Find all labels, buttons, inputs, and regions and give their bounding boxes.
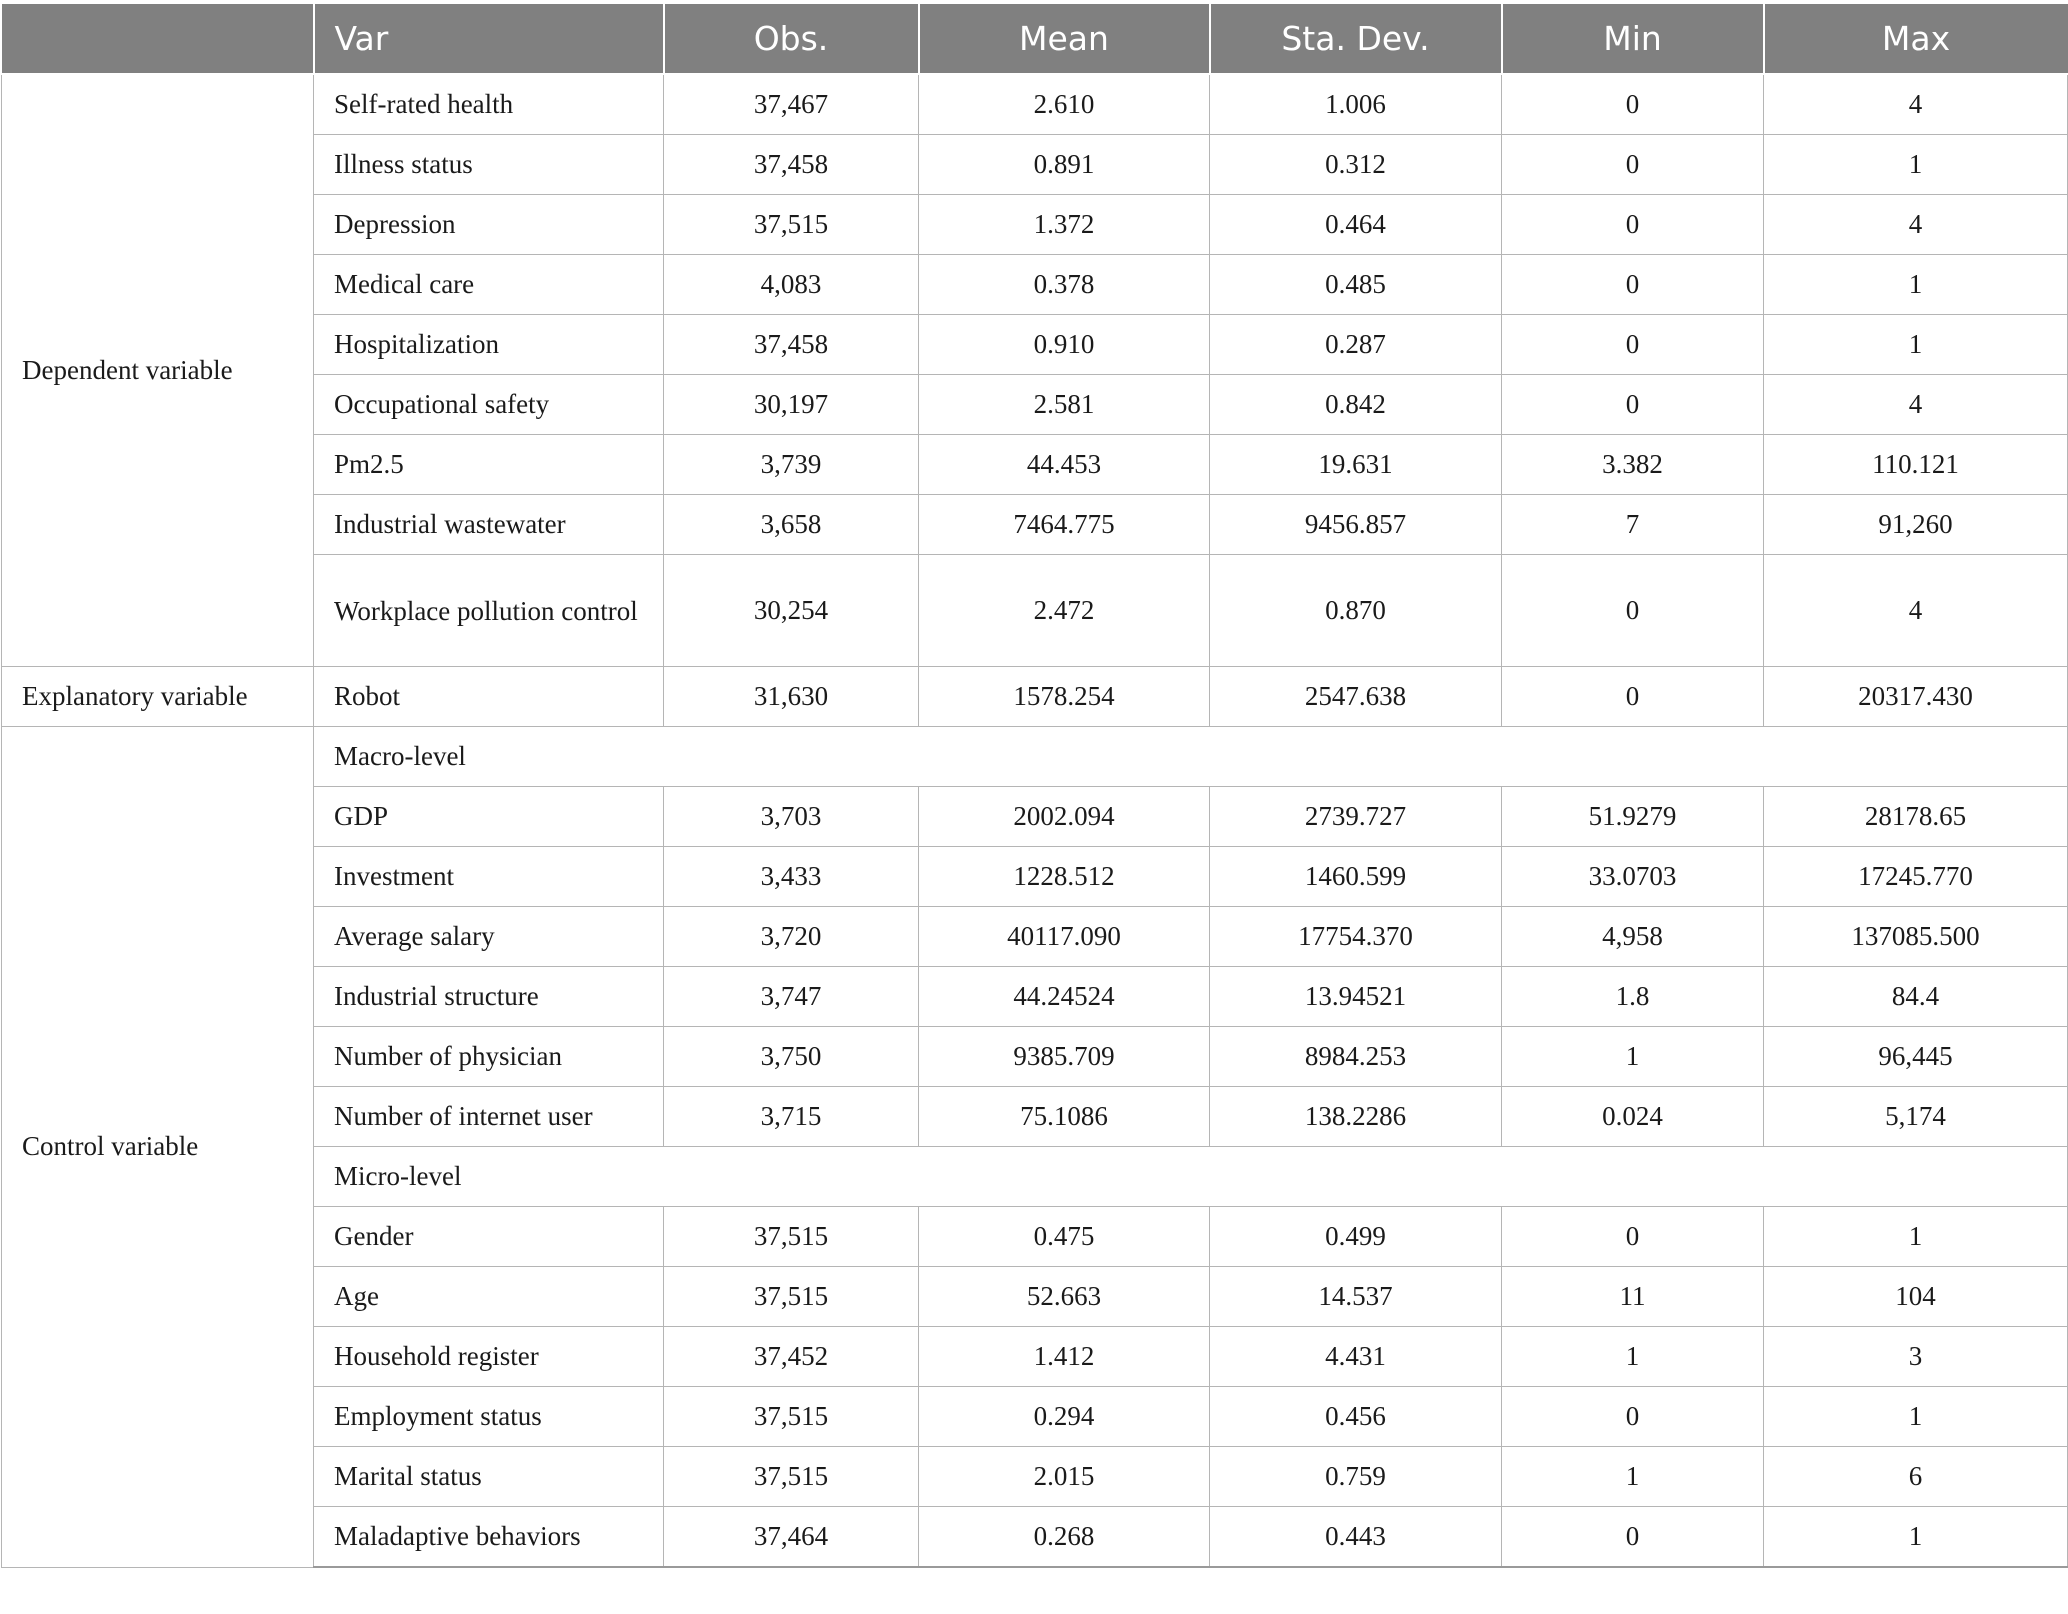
var-name: Household register: [314, 1327, 664, 1387]
subheader-micro-level: Micro-level: [314, 1147, 2068, 1207]
header-max: Max: [1764, 4, 2068, 74]
max-value: 91,260: [1764, 495, 2068, 555]
min-value: 0: [1502, 1507, 1764, 1568]
max-value: 96,445: [1764, 1027, 2068, 1087]
subheader-macro-level: Macro-level: [314, 727, 2068, 787]
var-name: Investment: [314, 847, 664, 907]
obs-value: 37,515: [664, 1207, 919, 1267]
mean-value: 1228.512: [919, 847, 1210, 907]
var-name: Marital status: [314, 1447, 664, 1507]
min-value: 0: [1502, 315, 1764, 375]
sd-value: 9456.857: [1210, 495, 1502, 555]
mean-value: 2.581: [919, 375, 1210, 435]
obs-value: 3,433: [664, 847, 919, 907]
obs-value: 3,750: [664, 1027, 919, 1087]
mean-value: 1.372: [919, 195, 1210, 255]
descriptive-statistics-table: [1, 4, 2068, 1568]
sd-value: 14.537: [1210, 1267, 1502, 1327]
mean-value: 1.412: [919, 1327, 1210, 1387]
var-name: Occupational safety: [314, 375, 664, 435]
obs-value: 37,515: [664, 1387, 919, 1447]
min-value: 0.024: [1502, 1087, 1764, 1147]
min-value: 1.8: [1502, 967, 1764, 1027]
min-value: 7: [1502, 495, 1764, 555]
var-name: Industrial structure: [314, 967, 664, 1027]
min-value: 1: [1502, 1447, 1764, 1507]
mean-value: 0.891: [919, 135, 1210, 195]
sd-value: 0.499: [1210, 1207, 1502, 1267]
sd-value: 0.842: [1210, 375, 1502, 435]
table-row: [2, 667, 2068, 727]
min-value: 1: [1502, 1327, 1764, 1387]
sd-value: 0.287: [1210, 315, 1502, 375]
min-value: 0: [1502, 1207, 1764, 1267]
max-value: 5,174: [1764, 1087, 2068, 1147]
header-var: Var: [314, 4, 664, 74]
obs-value: 3,703: [664, 787, 919, 847]
var-name: Robot: [314, 667, 664, 727]
max-value: 84.4: [1764, 967, 2068, 1027]
group-label-explanatory: Explanatory variable: [2, 667, 314, 727]
max-value: 4: [1764, 74, 2068, 135]
mean-value: 75.1086: [919, 1087, 1210, 1147]
min-value: 51.9279: [1502, 787, 1764, 847]
var-name: Gender: [314, 1207, 664, 1267]
max-value: 104: [1764, 1267, 2068, 1327]
obs-value: 37,458: [664, 315, 919, 375]
max-value: 20317.430: [1764, 667, 2068, 727]
table-body: [2, 74, 2068, 1567]
table-row: [2, 74, 2068, 135]
mean-value: 0.475: [919, 1207, 1210, 1267]
max-value: 1: [1764, 255, 2068, 315]
header-obs: Obs.: [664, 4, 919, 74]
min-value: 33.0703: [1502, 847, 1764, 907]
var-name: Hospitalization: [314, 315, 664, 375]
obs-value: 3,715: [664, 1087, 919, 1147]
max-value: 3: [1764, 1327, 2068, 1387]
obs-value: 37,467: [664, 74, 919, 135]
mean-value: 2.015: [919, 1447, 1210, 1507]
sd-value: 13.94521: [1210, 967, 1502, 1027]
table-header: [2, 4, 2068, 74]
max-value: 4: [1764, 375, 2068, 435]
header-row: [2, 4, 2068, 74]
table-row: [2, 727, 2068, 787]
var-name: Pm2.5: [314, 435, 664, 495]
obs-value: 3,747: [664, 967, 919, 1027]
obs-value: 37,458: [664, 135, 919, 195]
obs-value: 31,630: [664, 667, 919, 727]
obs-value: 30,254: [664, 555, 919, 667]
sd-value: 1.006: [1210, 74, 1502, 135]
sd-value: 0.485: [1210, 255, 1502, 315]
sd-value: 1460.599: [1210, 847, 1502, 907]
min-value: 0: [1502, 667, 1764, 727]
sd-value: 2547.638: [1210, 667, 1502, 727]
header-group-column: [2, 4, 314, 74]
obs-value: 3,739: [664, 435, 919, 495]
obs-value: 3,658: [664, 495, 919, 555]
var-name: Number of physician: [314, 1027, 664, 1087]
obs-value: 37,515: [664, 1267, 919, 1327]
mean-value: 7464.775: [919, 495, 1210, 555]
sd-value: 138.2286: [1210, 1087, 1502, 1147]
var-name: Illness status: [314, 135, 664, 195]
min-value: 0: [1502, 1387, 1764, 1447]
mean-value: 40117.090: [919, 907, 1210, 967]
var-name: Industrial wastewater: [314, 495, 664, 555]
min-value: 0: [1502, 74, 1764, 135]
var-name: Workplace pollution control: [314, 555, 664, 667]
mean-value: 2.472: [919, 555, 1210, 667]
min-value: 11: [1502, 1267, 1764, 1327]
max-value: 1: [1764, 135, 2068, 195]
obs-value: 37,464: [664, 1507, 919, 1568]
var-name: Average salary: [314, 907, 664, 967]
mean-value: 2002.094: [919, 787, 1210, 847]
obs-value: 37,515: [664, 195, 919, 255]
min-value: 0: [1502, 195, 1764, 255]
var-name: Maladaptive behaviors: [314, 1507, 664, 1568]
var-name: Medical care: [314, 255, 664, 315]
mean-value: 52.663: [919, 1267, 1210, 1327]
max-value: 28178.65: [1764, 787, 2068, 847]
max-value: 1: [1764, 315, 2068, 375]
var-name: GDP: [314, 787, 664, 847]
mean-value: 0.378: [919, 255, 1210, 315]
obs-value: 3,720: [664, 907, 919, 967]
sd-value: 0.464: [1210, 195, 1502, 255]
group-label-dependent: Dependent variable: [2, 74, 314, 667]
max-value: 137085.500: [1764, 907, 2068, 967]
sd-value: 0.759: [1210, 1447, 1502, 1507]
mean-value: 0.294: [919, 1387, 1210, 1447]
header-std-dev: Sta. Dev.: [1210, 4, 1502, 74]
max-value: 4: [1764, 195, 2068, 255]
sd-value: 0.312: [1210, 135, 1502, 195]
max-value: 1: [1764, 1207, 2068, 1267]
obs-value: 37,452: [664, 1327, 919, 1387]
obs-value: 30,197: [664, 375, 919, 435]
min-value: 0: [1502, 255, 1764, 315]
sd-value: 19.631: [1210, 435, 1502, 495]
min-value: 0: [1502, 375, 1764, 435]
sd-value: 0.870: [1210, 555, 1502, 667]
var-name: Number of internet user: [314, 1087, 664, 1147]
var-name: Depression: [314, 195, 664, 255]
max-value: 17245.770: [1764, 847, 2068, 907]
max-value: 4: [1764, 555, 2068, 667]
mean-value: 0.268: [919, 1507, 1210, 1568]
mean-value: 2.610: [919, 74, 1210, 135]
mean-value: 0.910: [919, 315, 1210, 375]
group-label-control: Control variable: [2, 727, 314, 1568]
sd-value: 17754.370: [1210, 907, 1502, 967]
header-mean: Mean: [919, 4, 1210, 74]
max-value: 1: [1764, 1507, 2068, 1568]
min-value: 0: [1502, 135, 1764, 195]
sd-value: 0.456: [1210, 1387, 1502, 1447]
sd-value: 8984.253: [1210, 1027, 1502, 1087]
var-name: Employment status: [314, 1387, 664, 1447]
mean-value: 44.453: [919, 435, 1210, 495]
min-value: 4,958: [1502, 907, 1764, 967]
max-value: 1: [1764, 1387, 2068, 1447]
sd-value: 4.431: [1210, 1327, 1502, 1387]
max-value: 110.121: [1764, 435, 2068, 495]
mean-value: 44.24524: [919, 967, 1210, 1027]
var-name: Self-rated health: [314, 74, 664, 135]
var-name: Age: [314, 1267, 664, 1327]
min-value: 1: [1502, 1027, 1764, 1087]
max-value: 6: [1764, 1447, 2068, 1507]
sd-value: 0.443: [1210, 1507, 1502, 1568]
obs-value: 4,083: [664, 255, 919, 315]
obs-value: 37,515: [664, 1447, 919, 1507]
sd-value: 2739.727: [1210, 787, 1502, 847]
mean-value: 9385.709: [919, 1027, 1210, 1087]
min-value: 0: [1502, 555, 1764, 667]
header-min: Min: [1502, 4, 1764, 74]
min-value: 3.382: [1502, 435, 1764, 495]
mean-value: 1578.254: [919, 667, 1210, 727]
